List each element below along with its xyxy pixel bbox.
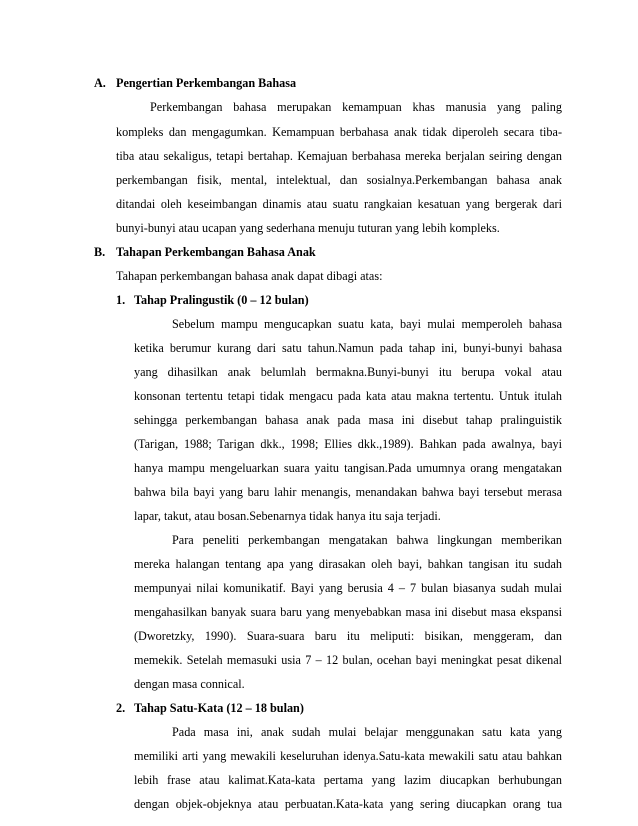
item-1-p1-line-9: lapar, takut, atau bosan.Sebenarnya tidak hanya itu saja terjadi. [134,509,441,523]
item-1-marker: 1. [116,293,126,307]
item-2-marker: 2. [116,701,126,715]
item-1-p1-line-3: yang dihasilkan anak belumlah bermakna.Bunyi-bunyi itu berupa vokal atau [134,365,562,379]
item-1-p2-line-4: mengahasilkan banyak suara baru yang menyebabkan masa ini disebut masa ekspansi [134,605,562,619]
item-1-p1-line-5: sehingga perkembangan bahasa anak pada masa ini disebut tahap pralinguistik [134,413,562,427]
item-2-p1-line-2: memiliki arti yang mewakili keseluruhan idenya.Satu-kata mewakili satu atau bahkan [134,749,562,763]
item-2-p1-line-3: lebih frase atau kalimat.Kata-kata pertama yang lazim diucapkan berhubungan [134,773,562,787]
item-1-p1-line-4: konsonan tertentu tetapi tidak mengacu pada kata atau makna tertentu. Untuk itulah [134,389,562,403]
item-1-p2-line-3: mempunyai nilai komunikatif. Bayi yang berusia 4 – 7 bulan biasanya sudah mulai [134,581,562,595]
item-2-p1-line-1: Pada masa ini, anak sudah mulai belajar menggunakan satu kata yang [172,725,562,739]
item-1-p2-line-7: dengan masa connical. [134,677,245,691]
section-a-marker: A. [94,76,106,90]
item-1-p1-line-2: ketika berumur kurang dari satu tahun.Namun pada tahap ini, bunyi-bunyi bahasa [134,341,562,355]
section-b-intro: Tahapan perkembangan bahasa anak dapat dibagi atas: [116,269,383,283]
section-a-line-2: kompleks dan mengagumkan. Kemampuan berbahasa anak tidak diperoleh secara tiba- [116,125,562,139]
section-a-line-1: Perkembangan bahasa merupakan kemampuan khas manusia yang paling [150,100,562,114]
section-a-line-6: bunyi-bunyi atau ucapan yang sederhana menuju tuturan yang lebih kompleks. [116,221,500,235]
item-1-p1-line-1: Sebelum mampu mengucapkan suatu kata, bayi mulai memperoleh bahasa [172,317,562,331]
item-1-p2-line-6: memekik. Setelah memasuki usia 7 – 12 bulan, ocehan bayi meningkat pesat dikenal [134,653,562,667]
item-1-p2-line-1: Para peneliti perkembangan mengatakan bahwa lingkungan memberikan [172,533,562,547]
section-a-line-5: ditandai oleh keseimbangan dinamis atau suatu rangkaian kesatuan yang bergerak dari [116,197,562,211]
section-a-heading: Pengertian Perkembangan Bahasa [116,76,297,90]
section-b-heading: Tahapan Perkembangan Bahasa Anak [116,245,316,259]
section-b-marker: B. [94,245,106,259]
item-2-p1-line-4: dengan objek-objeknya atau perbuatan.Kata-kata yang sering diucapkan orang tua [134,797,562,811]
section-a-line-3: tiba atau sekaligus, tetapi bertahap. Kemajuan berbahasa mereka berjalan seiring dengan [116,149,562,163]
item-2-heading: Tahap Satu-Kata (12 – 18 bulan) [134,701,304,715]
item-1-p2-line-5: (Dworetzky, 1990). Suara-suara baru itu meliputi: bisikan, menggeram, dan [134,629,562,643]
item-1-p1-line-8: bahwa bila bayi yang baru lahir menangis, menandakan bahwa bayi tersebut merasa [134,485,562,499]
item-1-p1-line-7: hanya mampu mengeluarkan suara yaitu tangisan.Pada umumnya orang mengatakan [134,461,562,475]
item-1-p1-line-6: (Tarigan, 1988; Tarigan dkk., 1998; Ellies dkk.,1989). Bahkan pada awalnya, bayi [134,437,562,451]
item-1-heading: Tahap Pralingustik (0 – 12 bulan) [134,293,309,307]
item-1-p2-line-2: mereka halangan tentang apa yang dirasakan oleh bayi, bahkan tangisan itu sudah [134,557,562,571]
section-a-line-4: perkembangan fisik, mental, intelektual, dan sosialnya.Perkembangan bahasa anak [116,173,562,187]
